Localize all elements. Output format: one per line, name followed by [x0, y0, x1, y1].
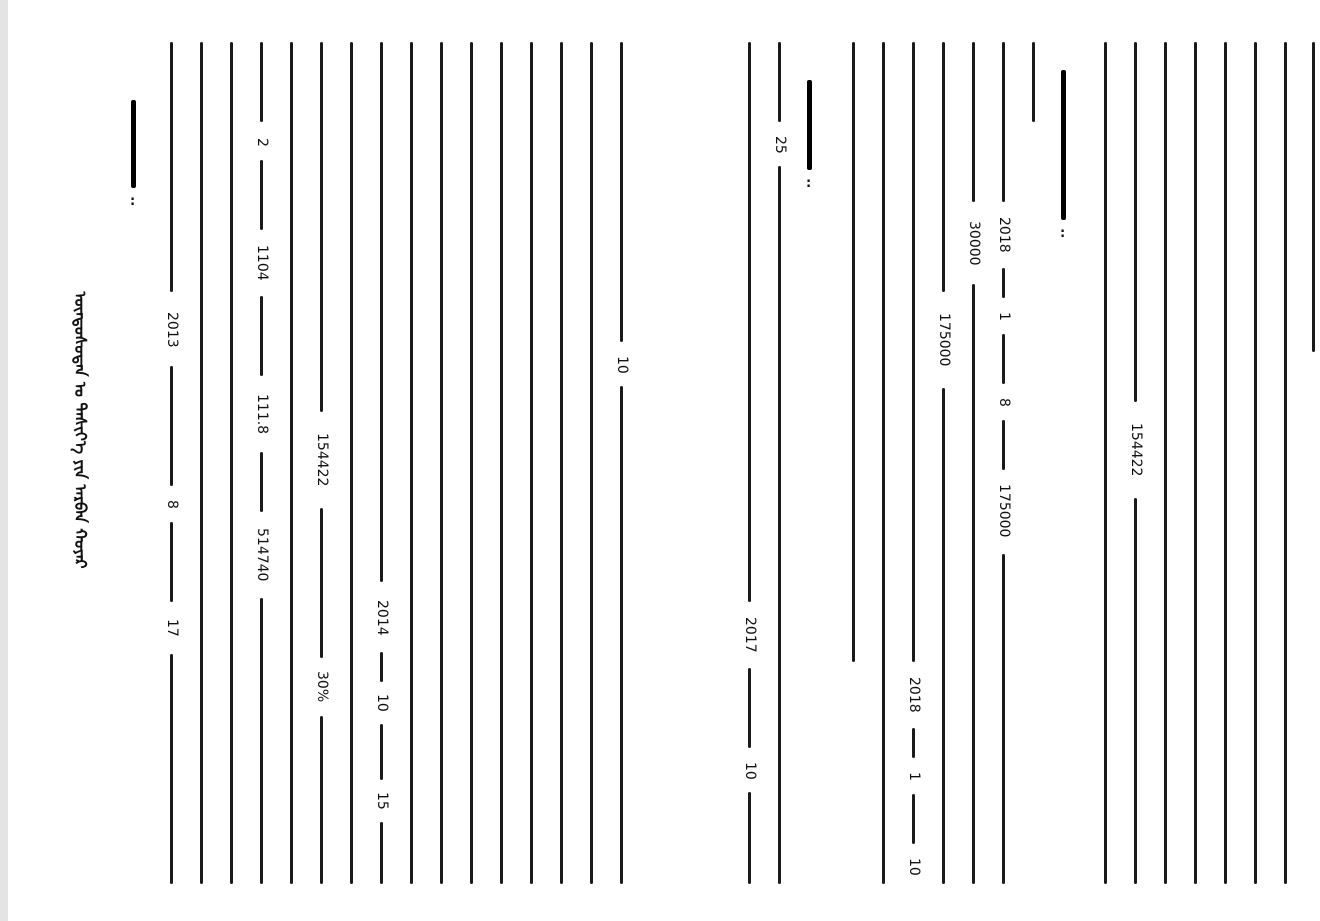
- number-label: 30%: [310, 664, 334, 710]
- left-column-4: [250, 0, 276, 921]
- number-label: 10: [738, 756, 762, 786]
- left-column-5: [280, 0, 306, 921]
- text-run: [912, 42, 915, 662]
- heading-glyphs: [1061, 70, 1066, 220]
- right-column-1: [738, 0, 764, 921]
- text-run: [530, 42, 533, 884]
- text-run: [170, 42, 173, 292]
- left-column-6: [310, 0, 336, 921]
- text-run: [1284, 42, 1287, 884]
- number-label: 175000: [932, 300, 956, 380]
- text-run: [942, 42, 945, 292]
- left-column-9: [400, 0, 426, 921]
- left-column-3: [220, 0, 246, 921]
- text-run: [380, 822, 383, 884]
- text-run: [380, 724, 383, 780]
- right-heading-2-text: [398, 0, 406, 1]
- number-label: 17: [160, 608, 184, 648]
- right-heading-2: [798, 0, 824, 921]
- text-run: [260, 452, 263, 512]
- text-run: [590, 42, 593, 884]
- left-column-14: [550, 0, 576, 921]
- text-run: [1254, 42, 1257, 884]
- text-run: [170, 366, 173, 486]
- text-run: [320, 42, 323, 412]
- right-heading-1: [1052, 0, 1078, 921]
- right-column-11: [1124, 0, 1150, 921]
- text-run: [1224, 42, 1227, 884]
- number-label: 1: [992, 304, 1016, 328]
- number-label: 10: [610, 350, 634, 380]
- left-column-7: [340, 0, 366, 921]
- number-label: 1: [902, 764, 926, 788]
- text-run: [470, 42, 473, 884]
- number-label: 154422: [310, 420, 334, 500]
- text-run: [748, 668, 751, 748]
- heading-colon: :: [1060, 226, 1066, 241]
- text-run: [1194, 42, 1197, 884]
- text-run: [380, 652, 383, 682]
- left-column-12: [490, 0, 516, 921]
- text-run: [410, 42, 413, 884]
- text-run: [1104, 42, 1107, 884]
- right-column-5: [902, 0, 928, 921]
- page-edge: [0, 0, 8, 921]
- text-run: [1002, 420, 1005, 470]
- right-column-6: [932, 0, 958, 921]
- text-run: [620, 42, 623, 342]
- text-run: [380, 42, 383, 582]
- text-run: [170, 654, 173, 884]
- text-run: [1002, 42, 1005, 202]
- left-column-15: [580, 0, 606, 921]
- heading-colon: :: [806, 176, 812, 191]
- text-run: [350, 42, 353, 884]
- text-run: [440, 42, 443, 884]
- number-label: 175000: [992, 476, 1016, 546]
- right-column-2: [768, 0, 794, 921]
- number-label: 2017: [738, 610, 762, 660]
- left-column-2: [190, 0, 216, 921]
- number-label: 30000: [962, 210, 986, 276]
- text-run: [912, 728, 915, 758]
- text-run: [260, 160, 263, 230]
- text-run: [748, 792, 751, 884]
- number-label: 514740: [250, 520, 274, 590]
- text-run: [1312, 42, 1315, 352]
- heading-colon: :: [130, 194, 136, 209]
- text-run: [1002, 268, 1005, 298]
- text-run: [320, 508, 323, 658]
- number-label: 2014: [370, 590, 394, 646]
- number-label: 15: [370, 786, 394, 816]
- text-run: [778, 42, 781, 122]
- right-column-4: [872, 0, 898, 921]
- left-column-8: [370, 0, 396, 921]
- page-header-title: ᠦᠨᠳᠦᠰᠦᠲᠡᠨ ᠤ ᠲᠡᠰᠢᠶ᠎ᠡ ᠶᠢᠨ ᠠᠷᠪᠠᠨ ᠬᠣᠶᠠᠷ: [71, 291, 90, 569]
- number-label: 1104: [250, 238, 274, 288]
- text-run: [170, 522, 173, 602]
- number-label: 2018: [992, 210, 1016, 260]
- text-run: [1002, 334, 1005, 384]
- text-run: [1134, 498, 1137, 884]
- left-column-13: [520, 0, 546, 921]
- page-header: [64, 0, 104, 921]
- left-column-11: [460, 0, 486, 921]
- number-label: 10: [902, 850, 926, 884]
- text-run: [972, 42, 975, 202]
- right-column-14: [1214, 0, 1240, 921]
- number-label: 2: [250, 130, 274, 154]
- heading-glyphs: [807, 80, 812, 170]
- right-column-16: [1274, 0, 1300, 921]
- heading-glyphs: [131, 100, 136, 188]
- text-run: [852, 42, 855, 662]
- left-column-16: [610, 0, 636, 921]
- right-column-8: [992, 0, 1018, 921]
- number-label: 25: [768, 130, 792, 160]
- text-run: [260, 296, 263, 376]
- text-run: [972, 284, 975, 884]
- right-column-3: [842, 0, 868, 921]
- number-label: 2013: [160, 300, 184, 360]
- number-label: 111.8: [250, 384, 274, 444]
- text-run: [500, 42, 503, 884]
- number-label: 154422: [1124, 410, 1148, 490]
- number-label: 8: [160, 492, 184, 516]
- right-column-7: [962, 0, 988, 921]
- left-column-10: [430, 0, 456, 921]
- text-run: [1134, 42, 1137, 402]
- text-run: [560, 42, 563, 884]
- number-label: 2018: [902, 670, 926, 720]
- text-run: [1002, 554, 1005, 884]
- text-run: [230, 42, 233, 884]
- number-label: 8: [992, 390, 1016, 414]
- text-run: [260, 42, 263, 122]
- text-run: [912, 794, 915, 844]
- right-column-9: [1022, 0, 1048, 921]
- right-column-10: [1094, 0, 1120, 921]
- right-column-15: [1244, 0, 1270, 921]
- left-section-heading: [122, 0, 148, 921]
- text-run: [942, 388, 945, 884]
- text-run: [260, 598, 263, 884]
- text-run: [320, 716, 323, 884]
- text-run: [778, 166, 781, 884]
- right-column-13: [1184, 0, 1210, 921]
- text-run: [1164, 42, 1167, 884]
- text-run: [620, 386, 623, 884]
- number-label: 10: [370, 688, 394, 718]
- left-column-1: [160, 0, 186, 921]
- text-run: [748, 42, 751, 602]
- text-run: [290, 42, 293, 884]
- text-run: [1032, 42, 1035, 122]
- right-column-17: [1302, 0, 1320, 921]
- text-run: [200, 42, 203, 884]
- right-heading-1-text: [652, 0, 660, 1]
- text-run: [882, 42, 885, 884]
- right-column-12: [1154, 0, 1180, 921]
